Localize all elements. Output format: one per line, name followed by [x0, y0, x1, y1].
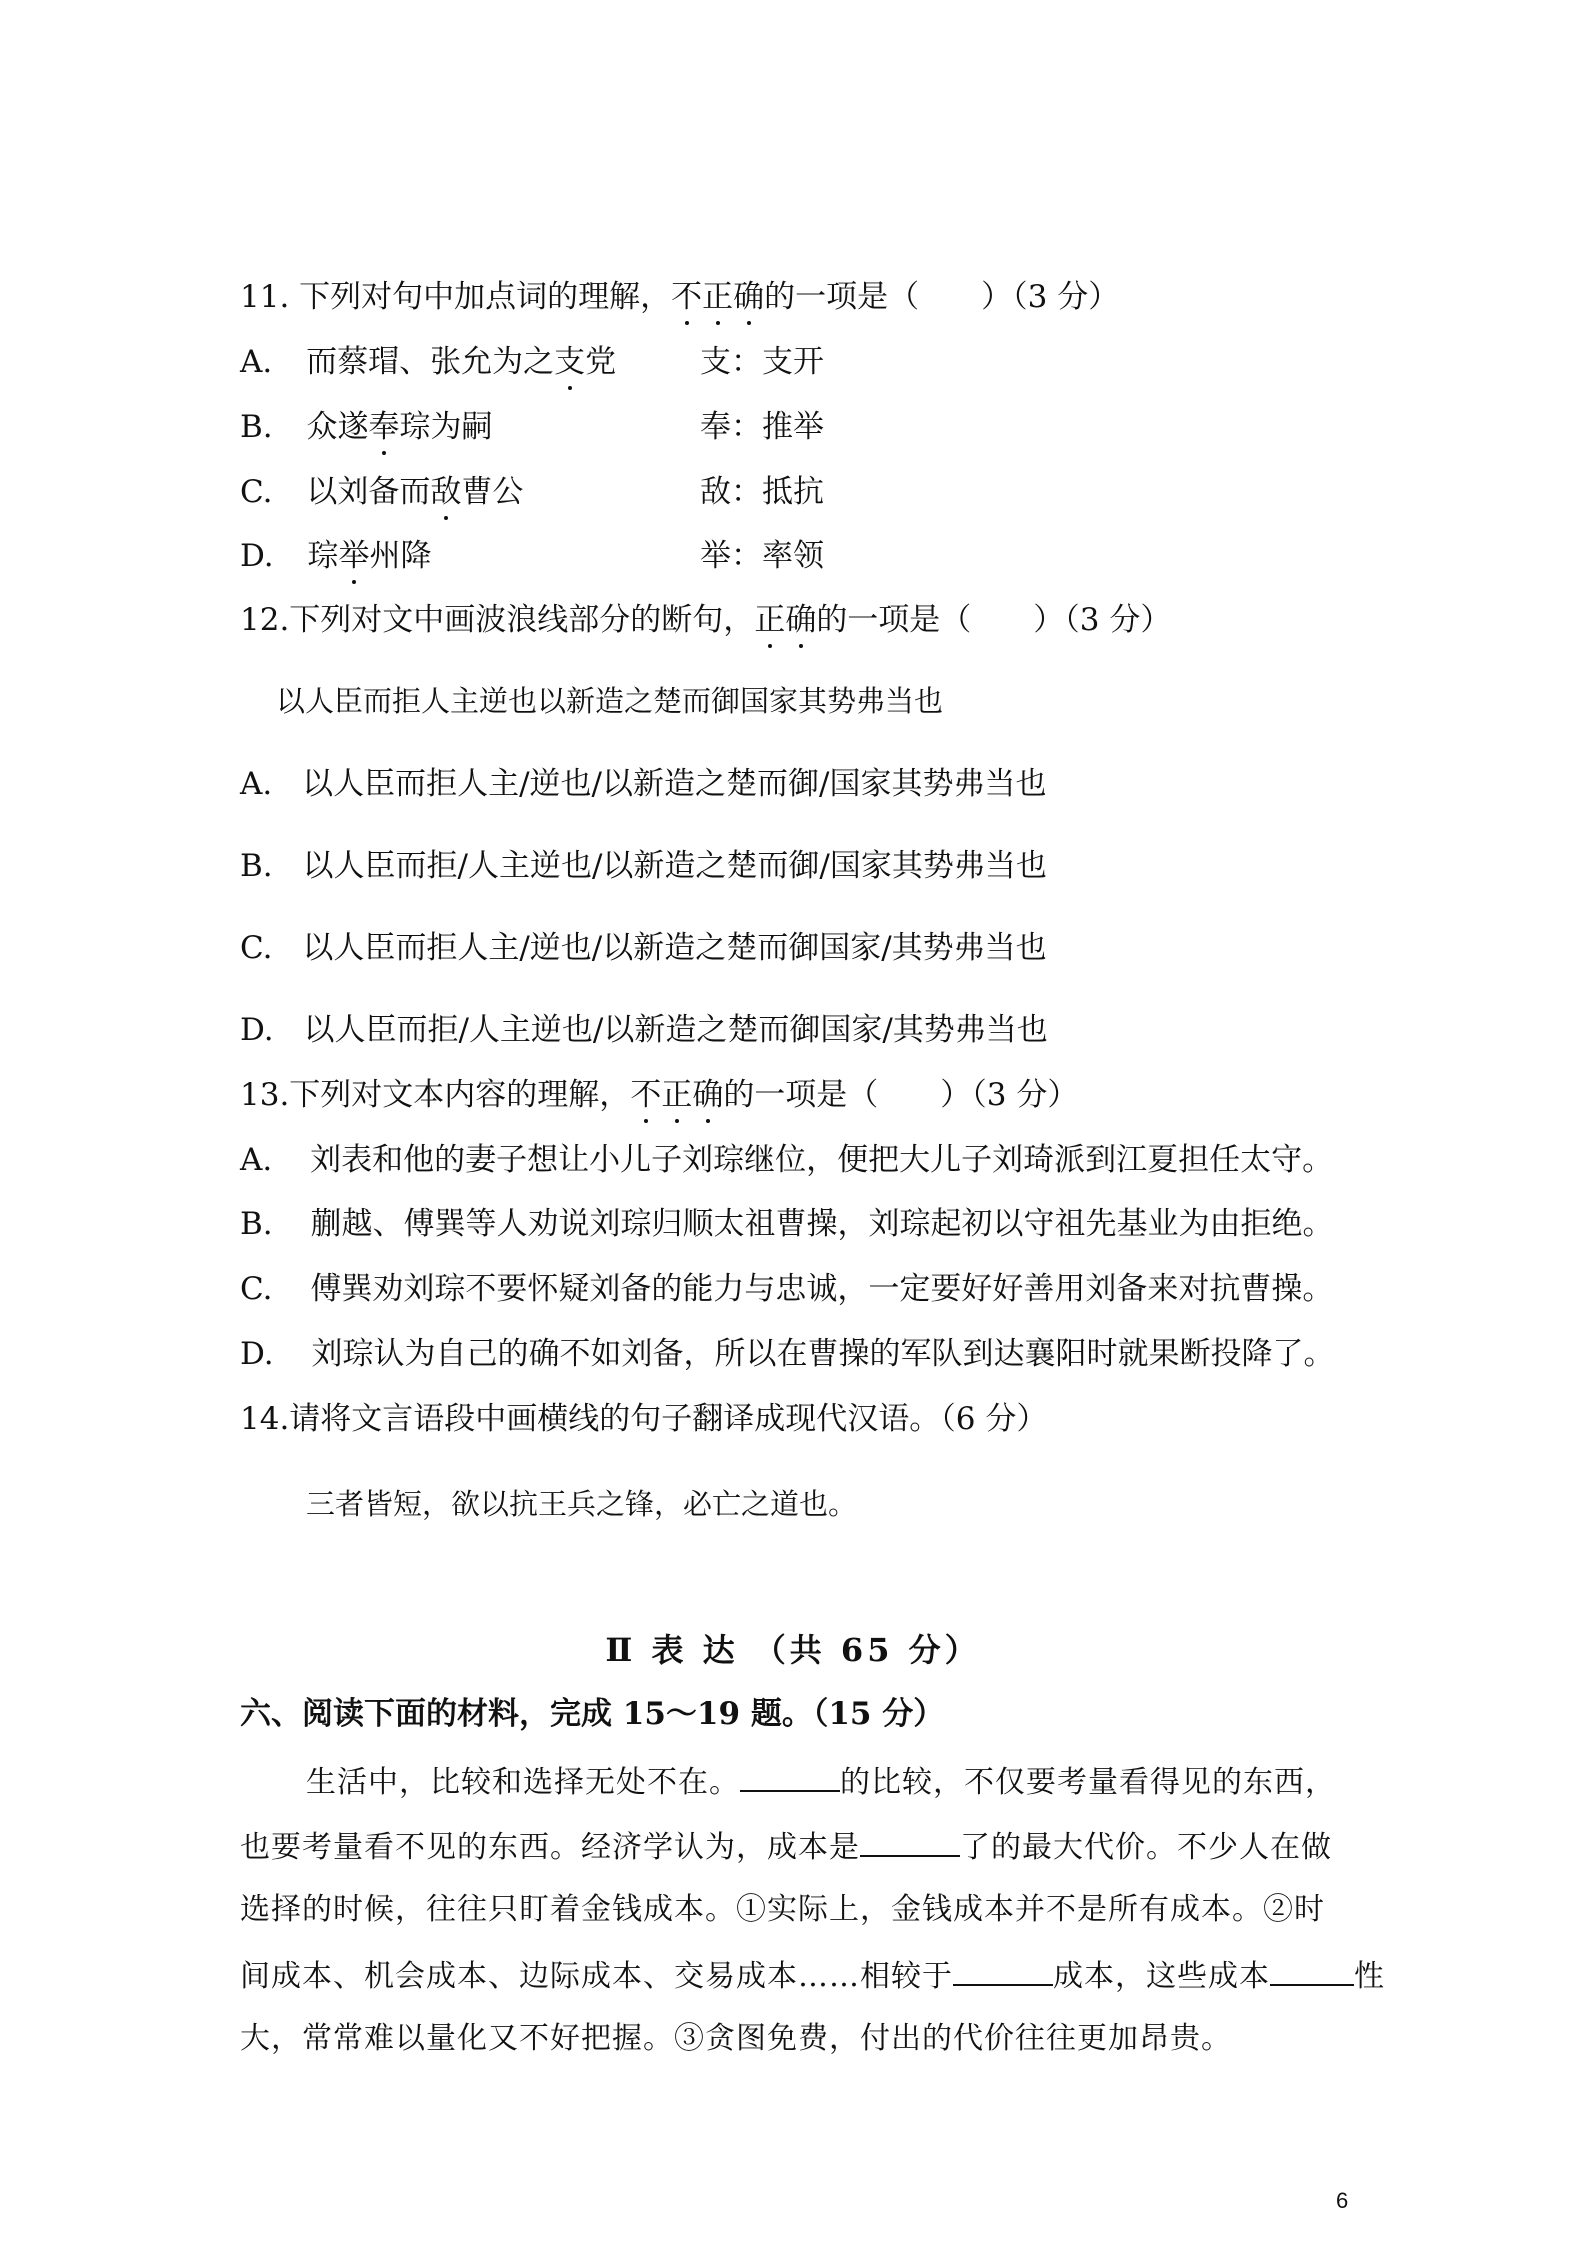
q14-stem: 14.请将文言语段中画横线的句子翻译成现代汉语。（6 分）: [240, 1401, 1048, 1437]
passage-text: 成本，这些成本: [1053, 1959, 1270, 1994]
option-label: D.: [240, 1336, 274, 1372]
dotted-word: 支: [554, 344, 586, 380]
q12-option-b: [240, 846, 1047, 886]
q13-option-a: [240, 1140, 1333, 1180]
option-gloss: 奉：推举: [700, 409, 824, 445]
q12-dotted-char: 正: [754, 602, 786, 638]
option-text: 曹公: [461, 474, 524, 510]
q13-stem-prefix: 13.下列对文本内容的理解，: [240, 1077, 631, 1113]
q13-stem-suffix: 的一项是（ ）（3 分）: [723, 1077, 1079, 1113]
option-gloss: 支：支开: [700, 344, 824, 380]
q12-stem-suffix: 的一项是（ ）（3 分）: [816, 602, 1172, 638]
option-text: 而蔡瑁、张允为之: [306, 344, 555, 380]
passage-text: 生活中，比较和选择无处不在。: [306, 1765, 740, 1800]
q12-sentence: 以人臣而拒人主逆也以新造之楚而御国家其势弗当也: [276, 684, 944, 718]
option-label: C.: [240, 930, 273, 966]
option-label: A.: [240, 1142, 273, 1178]
q12-option-c: [240, 928, 1047, 968]
option-text: 蒯越、傅巽等人劝说刘琮归顺太祖曹操，刘琮起初以守祖先基业为由拒绝。: [310, 1206, 1334, 1242]
option-text: 众遂: [306, 409, 369, 445]
option-text: 以人臣而拒/人主逆也/以新造之楚而御国家/其势弗当也: [303, 1012, 1048, 1048]
q13-option-b: [240, 1204, 1334, 1244]
option-text: 琮: [307, 538, 339, 574]
q11-dotted-char: 不: [671, 279, 703, 315]
passage-line-1: [306, 1760, 1336, 1803]
q12-stem-prefix: 12.下列对文中画波浪线部分的断句，: [240, 602, 755, 638]
q12-option-a: [240, 764, 1046, 804]
option-text: 党: [585, 344, 617, 380]
q11-dotted-char: 确: [733, 279, 765, 315]
passage-text: 间成本、机会成本、边际成本、交易成本……相较于: [240, 1959, 953, 1994]
q14-sentence: 三者皆短，欲以抗王兵之锋，必亡之道也。: [306, 1487, 858, 1521]
q13-dotted-char: 正: [661, 1077, 693, 1113]
option-label: B.: [240, 848, 273, 884]
passage-text: 了的最大代价。不少人在做: [960, 1830, 1332, 1865]
option-text: 刘表和他的妻子想让小儿子刘琮继位，便把大儿子刘琦派到江夏担任太守。: [310, 1142, 1334, 1178]
option-text: 傅巽劝刘琮不要怀疑刘备的能力与忠诚，一定要好好善用刘备来对抗曹操。: [310, 1271, 1334, 1307]
option-text: 以人臣而拒人主/逆也/以新造之楚而御国家/其势弗当也: [302, 930, 1047, 966]
section6-heading: 六、阅读下面的材料，完成 15～19 题。（15 分）: [240, 1696, 945, 1732]
option-text: 以人臣而拒人主/逆也/以新造之楚而御/国家其势弗当也: [302, 766, 1047, 802]
q11-stem-suffix: 的一项是（ ）（3 分）: [764, 279, 1120, 315]
option-gloss: 敌：抵抗: [700, 474, 824, 510]
q11-dotted-char: 正: [702, 279, 734, 315]
fill-blank: [953, 1954, 1053, 1986]
passage-line-5: 大，常常难以量化又不好把握。③贪图免费，付出的代价往往更加昂贵。: [240, 2021, 1232, 2056]
option-label: C.: [240, 474, 273, 510]
option-label: D.: [240, 538, 274, 574]
q11-option-d: [240, 536, 824, 576]
q13-dotted-char: 不: [630, 1077, 662, 1113]
passage-line-2: [240, 1825, 1332, 1868]
option-label: A.: [240, 344, 273, 380]
q11-option-c: [240, 472, 824, 512]
q12-stem: [240, 600, 1171, 640]
q11-option-a: [240, 342, 824, 382]
option-text: 以刘备而: [306, 474, 431, 510]
passage-text: 也要考量看不见的东西。经济学认为，成本是: [240, 1830, 860, 1865]
option-label: B.: [240, 1206, 273, 1242]
q11-option-b: [240, 407, 824, 447]
option-label: A.: [240, 766, 273, 802]
q13-option-c: [240, 1269, 1333, 1309]
option-label: B.: [240, 409, 273, 445]
option-text: 州降: [369, 538, 432, 574]
dotted-word: 奉: [368, 409, 400, 445]
option-text: 以人臣而拒/人主逆也/以新造之楚而御/国家其势弗当也: [302, 848, 1047, 884]
option-text: 琮为嗣: [399, 409, 493, 445]
option-text: 刘琮认为自己的确不如刘备，所以在曹操的军队到达襄阳时就果断投降了。: [311, 1336, 1335, 1372]
passage-text: 的比较，不仅要考量看得见的东西，: [840, 1765, 1336, 1800]
passage-line-3: 选择的时候，往往只盯着金钱成本。①实际上，金钱成本并不是所有成本。②时: [240, 1892, 1325, 1927]
dotted-word: 敌: [430, 474, 462, 510]
q12-option-d: [240, 1010, 1048, 1050]
passage-line-4: [240, 1954, 1385, 1997]
fill-blank: [1270, 1954, 1354, 1986]
dotted-word: 举: [338, 538, 370, 574]
q13-option-d: [240, 1334, 1334, 1374]
passage-text: 性: [1354, 1959, 1385, 1994]
q13-dotted-char: 确: [692, 1077, 724, 1113]
fill-blank: [860, 1825, 960, 1857]
q13-stem: [240, 1075, 1078, 1115]
q11-stem-prefix: 11. 下列对句中加点词的理解，: [240, 279, 672, 315]
q12-dotted-char: 确: [785, 602, 817, 638]
page-number: 6: [1336, 2188, 1349, 2213]
option-label: C.: [240, 1271, 273, 1307]
part2-title: Ⅱ 表 达 （共 65 分）: [605, 1631, 981, 1669]
option-gloss: 举：率领: [700, 538, 824, 574]
option-label: D.: [240, 1012, 274, 1048]
fill-blank: [740, 1760, 840, 1792]
q11-stem: [240, 277, 1119, 317]
